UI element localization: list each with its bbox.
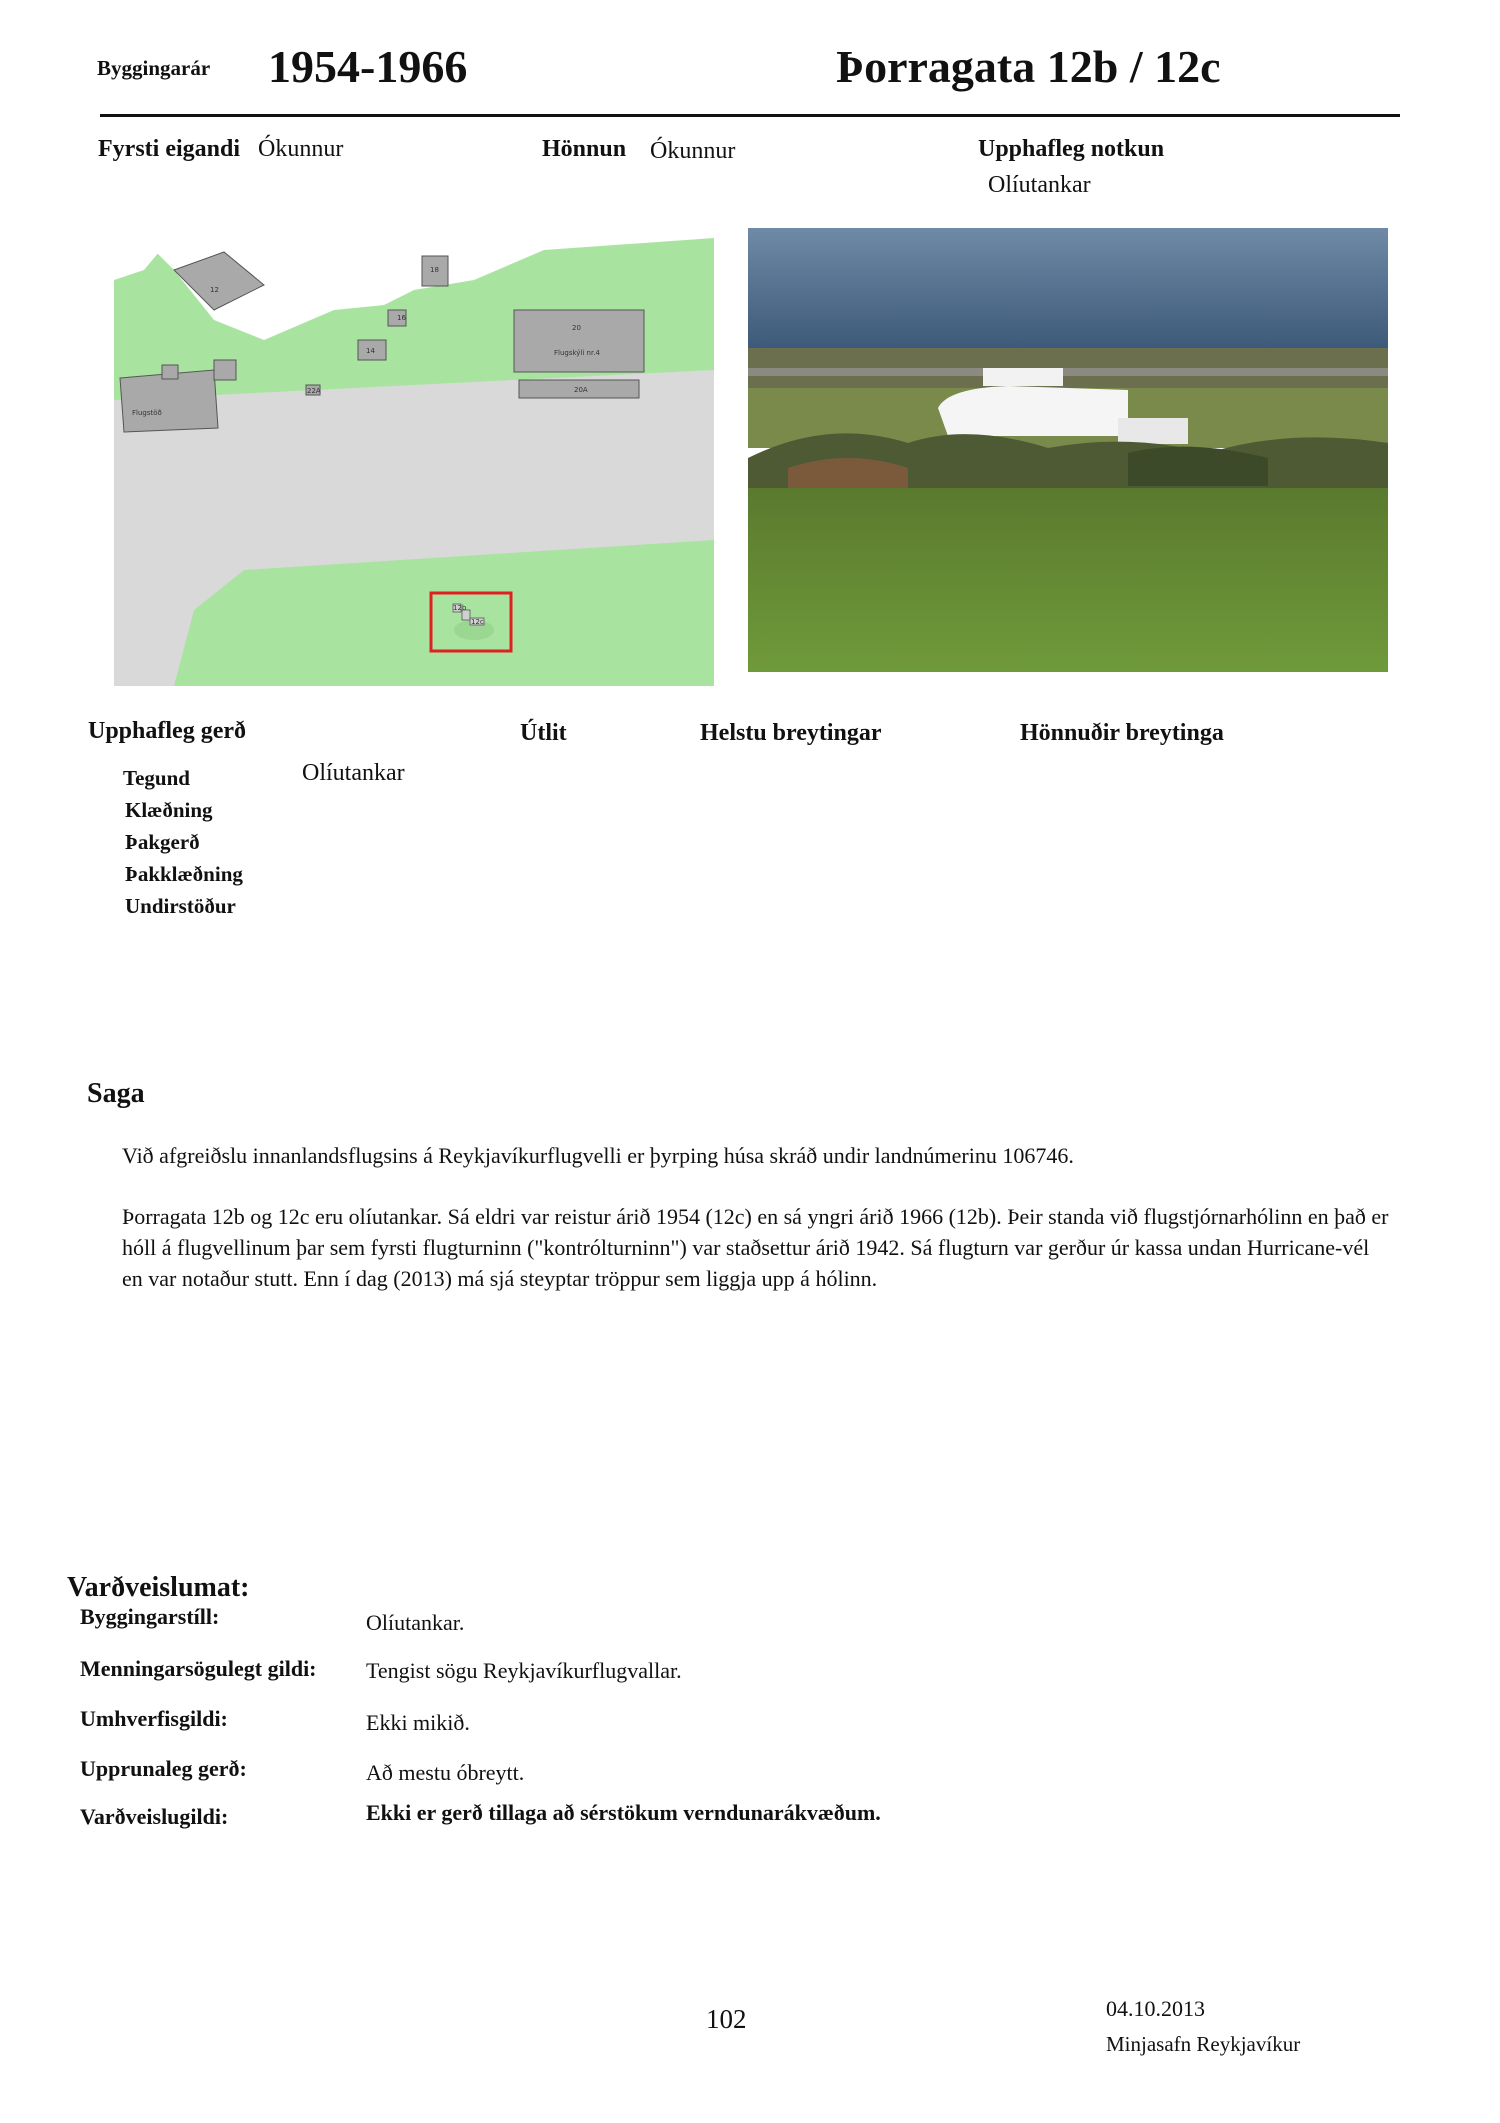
- original-value: Að mestu óbreytt.: [366, 1760, 525, 1785]
- page-title: Þorragata 12b / 12c: [836, 41, 1221, 92]
- map-label: Flugstöð: [132, 409, 162, 417]
- map-label: Flugskýli nr.4: [554, 349, 600, 357]
- page-number: 102: [706, 2004, 747, 2034]
- environment-value: Ekki mikið.: [366, 1710, 470, 1735]
- assessment-title: Varðveislumat:: [67, 1572, 250, 1603]
- owner-label: Fyrsti eigandi: [98, 136, 240, 162]
- map-label: 12c: [471, 618, 484, 626]
- use-label: Upphafleg notkun: [978, 136, 1165, 162]
- design-value: Ókunnur: [650, 138, 736, 164]
- years-value: 1954-1966: [268, 41, 468, 92]
- year-label: Byggingarár: [97, 56, 211, 80]
- type-value: Olíutankar: [302, 760, 405, 786]
- design-label: Hönnun: [542, 136, 627, 162]
- environment-label: Umhverfisgildi:: [80, 1706, 228, 1731]
- cultural-label: Menningarsögulegt gildi:: [80, 1656, 317, 1681]
- map-label: 22A: [307, 387, 321, 395]
- footer-publisher: Minjasafn Reykjavíkur: [1106, 2032, 1301, 2056]
- saga-paragraph-1: Við afgreiðslu innanlandsflugsins á Reykjavíkurflugvelli er þyrping húsa skráð undir landnúmerinu 106746.: [122, 1143, 1074, 1168]
- original-label: Upprunaleg gerð:: [80, 1756, 247, 1781]
- footer-date: 04.10.2013: [1106, 1996, 1205, 2021]
- map-label: 20A: [574, 386, 588, 394]
- use-value: Olíutankar: [988, 172, 1091, 198]
- saga-paragraph-2: Þorragata 12b og 12c eru olíutankar. Sá eldri var reistur árið 1954 (12c) en sá yngri árið 1966 (12b). Þeir standa við flugstjórnarhólinn en það er hóll á flugvellinum þar sem fyrsti flugturninn ("kontrólturninn") var staðsettur árið 1942. Sá flugturn var gerður úr kassa undan Hurricane-vél en var notaður stutt. Enn í dag (2013) má sjá steyptar tröppur sem liggja upp á hólinn.: [122, 1204, 1389, 1291]
- preservation-value: Ekki er gerð tillaga að sérstökum verndunarákvæðum.: [366, 1800, 881, 1825]
- map-label: 20: [572, 324, 581, 332]
- owner-value: Ókunnur: [258, 136, 344, 162]
- map-label: 12: [210, 286, 219, 294]
- location-map: [114, 210, 714, 686]
- foundation-label: Undirstöður: [125, 894, 236, 918]
- type-label: Tegund: [123, 766, 190, 790]
- change-designers-label: Hönnuðir breytinga: [1020, 720, 1224, 746]
- cladding-label: Klæðning: [125, 798, 213, 822]
- appearance-label: Útlit: [520, 720, 567, 746]
- original-form-title: Upphafleg gerð: [88, 718, 246, 744]
- preservation-label: Varðveislugildi:: [80, 1804, 229, 1829]
- cultural-value: Tengist sögu Reykjavíkurflugvallar.: [366, 1658, 682, 1683]
- roof-label: Þakgerð: [125, 830, 200, 854]
- map-label: 16: [397, 314, 406, 322]
- map-label: 12b: [453, 604, 467, 612]
- saga-title: Saga: [87, 1078, 145, 1109]
- style-label: Byggingarstíll:: [80, 1604, 220, 1629]
- building-photo: [748, 228, 1388, 672]
- changes-label: Helstu breytingar: [700, 720, 882, 746]
- map-label: 18: [430, 266, 439, 274]
- style-value: Olíutankar.: [366, 1610, 465, 1635]
- header-rule: [100, 114, 1400, 117]
- map-label: 14: [366, 347, 375, 355]
- roofing-label: Þakklæðning: [125, 862, 243, 886]
